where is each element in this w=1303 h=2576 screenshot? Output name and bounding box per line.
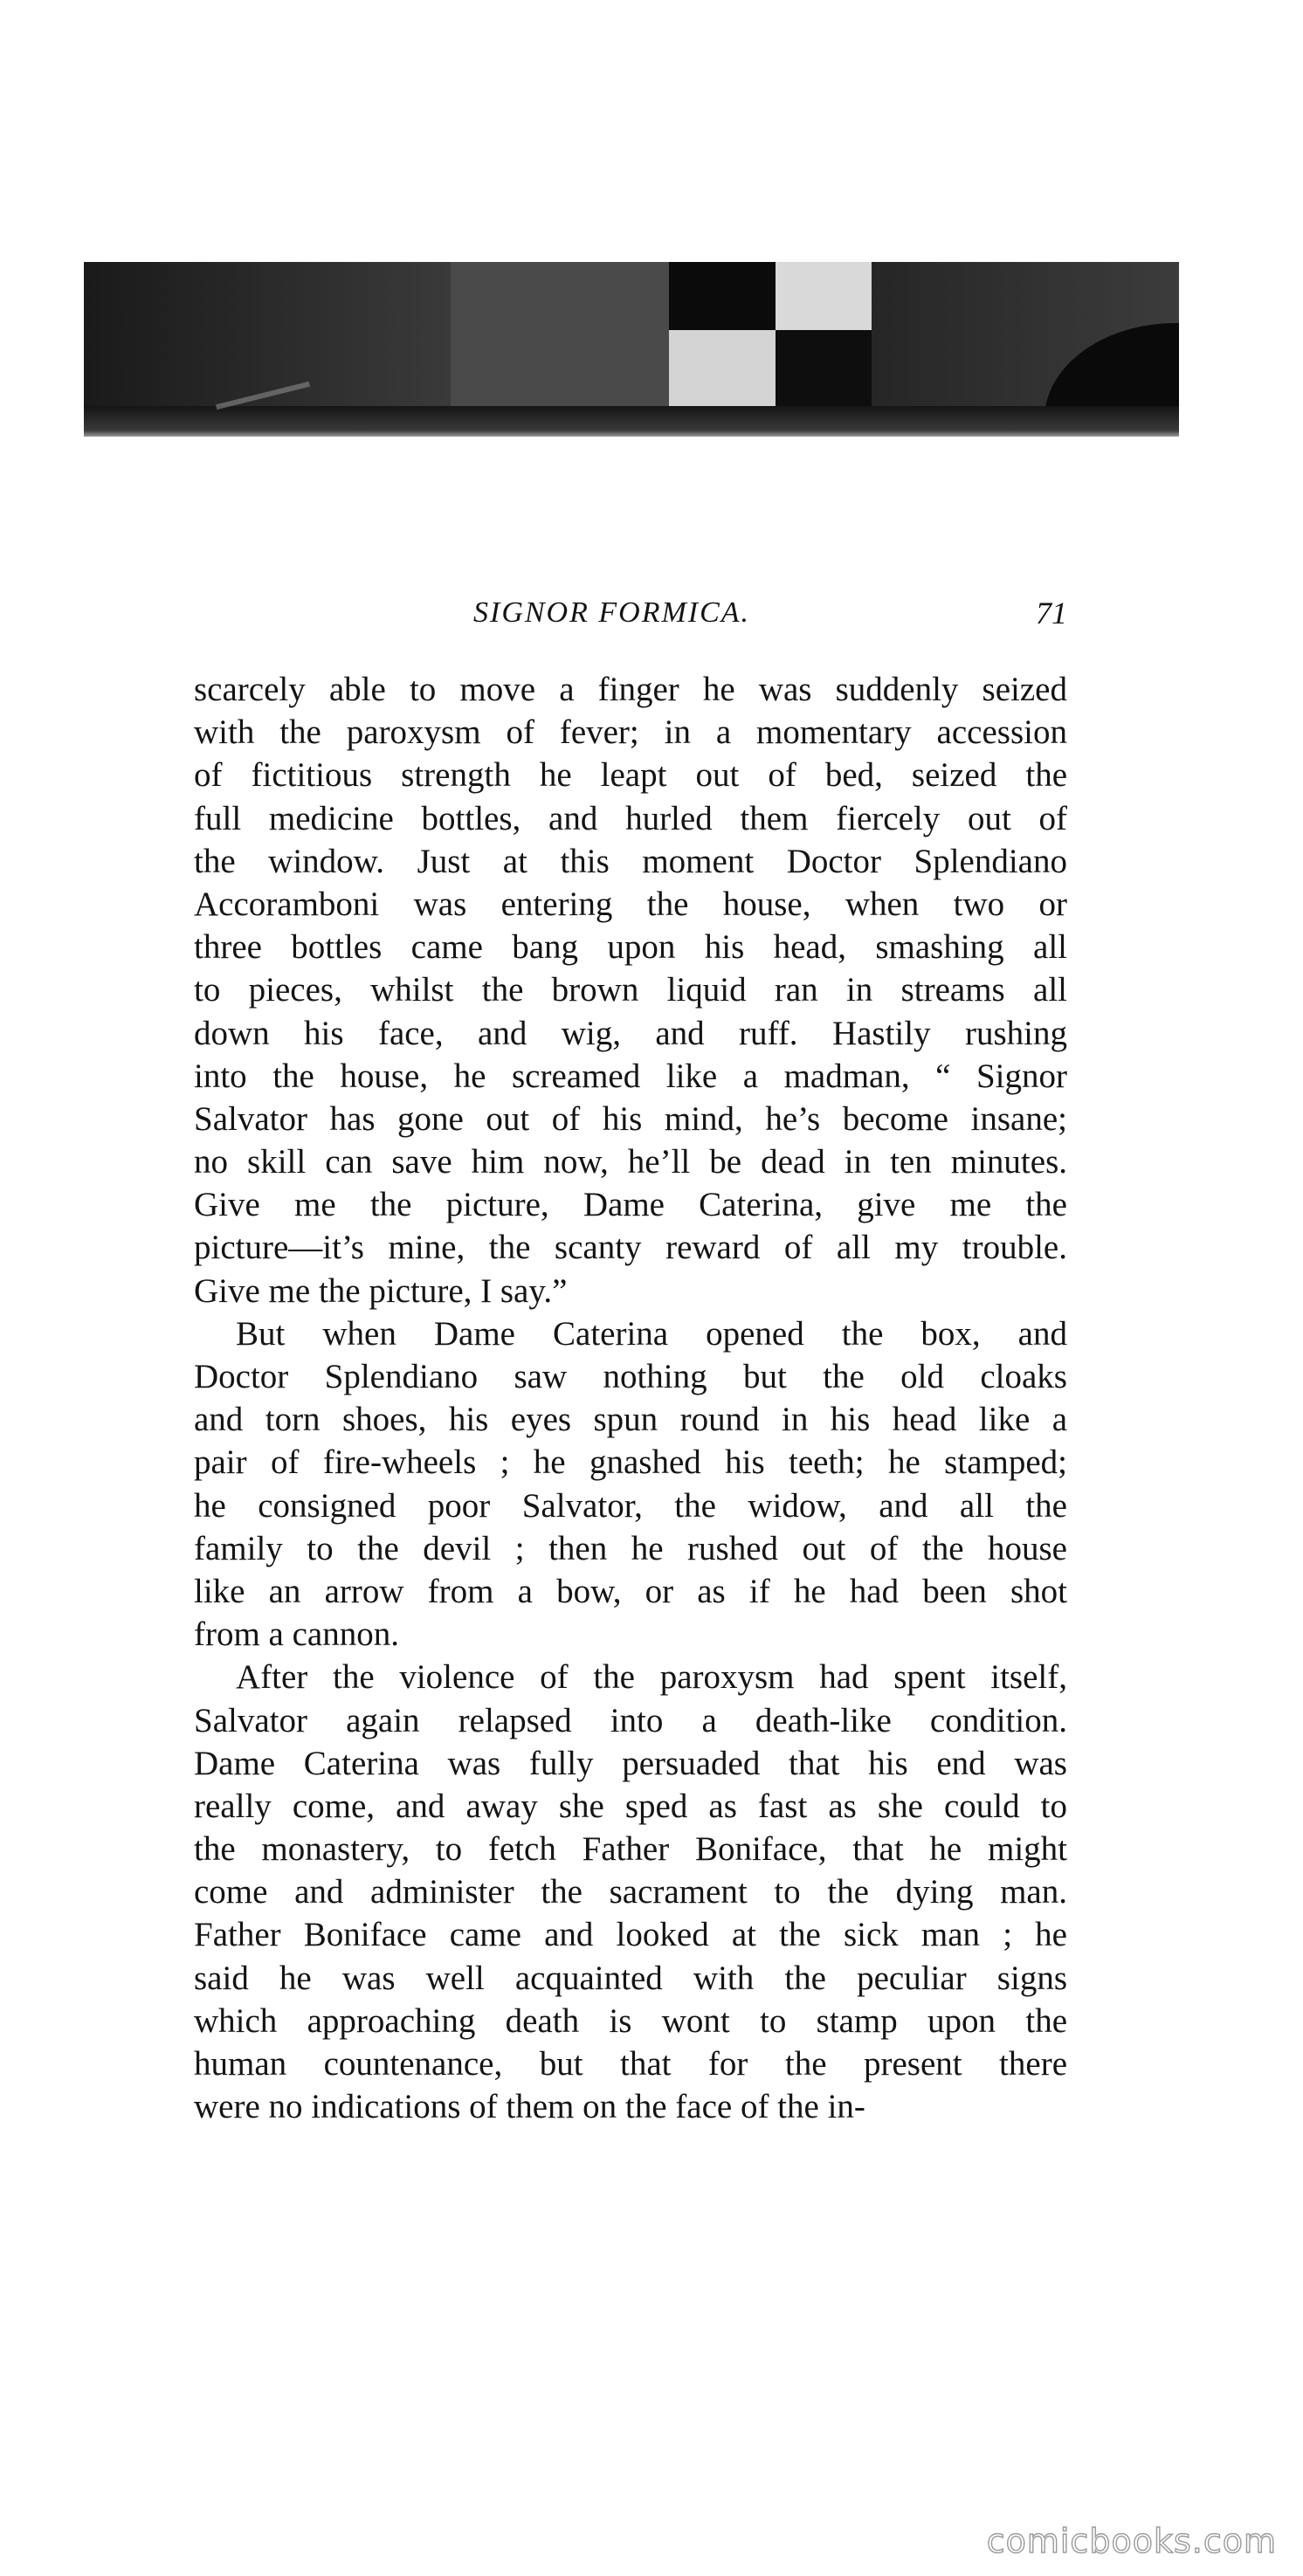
text-line: pair of fire-wheels ; he gnashed his teeth; he stamped; [194, 1443, 1067, 1482]
text-line: Doctor Splendiano saw nothing but the old cloaks [194, 1358, 1067, 1395]
text-line: and torn shoes, his eyes spun round in his head like a [194, 1401, 1067, 1439]
text-line: full medicine bottles, and hurled them fiercely out of [194, 799, 1067, 837]
text-line: the window. Just at this moment Doctor Splendiano [194, 842, 1067, 880]
strip-black-square-top [669, 262, 776, 330]
text-line: said he was well acquainted with the peculiar signs [194, 1959, 1067, 1997]
text-line: with the paroxysm of fever; in a momentary accession [194, 713, 1067, 752]
strip-light-square-bottom [669, 330, 776, 406]
text-line: the monastery, to fetch Father Boniface, that he might [194, 1830, 1067, 1869]
strip-black-square-bottom [776, 330, 872, 406]
text-line: Give me the picture, I say.” [194, 1271, 568, 1310]
text-line: were no indications of them on the face of the in- [194, 2088, 865, 2126]
text-line: from a cannon. [194, 1615, 399, 1654]
running-title: SIGNOR FORMICA. [473, 596, 751, 629]
text-line: into the house, he screamed like a madman, “ Signor [194, 1057, 1067, 1095]
paragraph-2 [194, 1312, 1067, 1656]
text-line: like an arrow from a bow, or as if he had been shot [194, 1572, 1067, 1610]
text-line: family to the devil ; then he rushed out of the house [194, 1529, 1067, 1567]
body-text [194, 668, 1067, 2128]
running-header [194, 596, 1067, 640]
text-line: which approaching death is wont to stamp upon the [194, 2001, 1067, 2040]
text-line: to pieces, whilst the brown liquid ran in streams all [194, 971, 1067, 1009]
text-line: he consigned poor Salvator, the widow, and all the [194, 1486, 1067, 1525]
text-line: no skill can save him now, he’ll be dead in ten minutes. [194, 1143, 1067, 1181]
strip-gray-panel [451, 262, 669, 406]
strip-bottom-band [84, 406, 1179, 437]
text-line: Salvator has gone out of his mind, he’s become insane; [194, 1099, 1067, 1138]
text-line: human countenance, but that for the present there [194, 2045, 1067, 2083]
paragraph-1 [194, 668, 1067, 1312]
strip-light-square-top [776, 262, 872, 330]
strip-shadow-left [84, 262, 451, 406]
text-line: really come, and away she sped as fast as she could to [194, 1787, 1067, 1825]
text-line: Dame Caterina was fully persuaded that his end was [194, 1744, 1067, 1782]
text-line: Father Boniface came and looked at the sick man ; he [194, 1916, 1067, 1954]
paragraph-3 [194, 1656, 1067, 2128]
text-line: three bottles came bang upon his head, smashing all [194, 928, 1067, 967]
text-line: Salvator again relapsed into a death-like condition. [194, 1701, 1067, 1739]
watermark: comicbooks.com [986, 2522, 1277, 2560]
text-line: picture—it’s mine, the scanty reward of all my trouble. [194, 1229, 1067, 1267]
text-line: come and administer the sacrament to the dying man. [194, 1873, 1067, 1911]
page-number: 71 [1036, 596, 1067, 630]
text-line: scarcely able to move a finger he was suddenly seized [194, 671, 1067, 708]
text-line: of fictitious strength he leapt out of bed, seized the [194, 756, 1067, 795]
text-line: Give me the picture, Dame Caterina, give me the [194, 1186, 1067, 1224]
text-line: After the violence of the paroxysm had spent itself, [236, 1658, 1067, 1697]
text-line: down his face, and wig, and ruff. Hastily rushing [194, 1014, 1067, 1052]
text-line: Accoramboni was entering the house, when two or [194, 885, 1067, 923]
scanned-image-strip [84, 262, 1179, 437]
text-line: But when Dame Caterina opened the box, and [236, 1314, 1067, 1353]
